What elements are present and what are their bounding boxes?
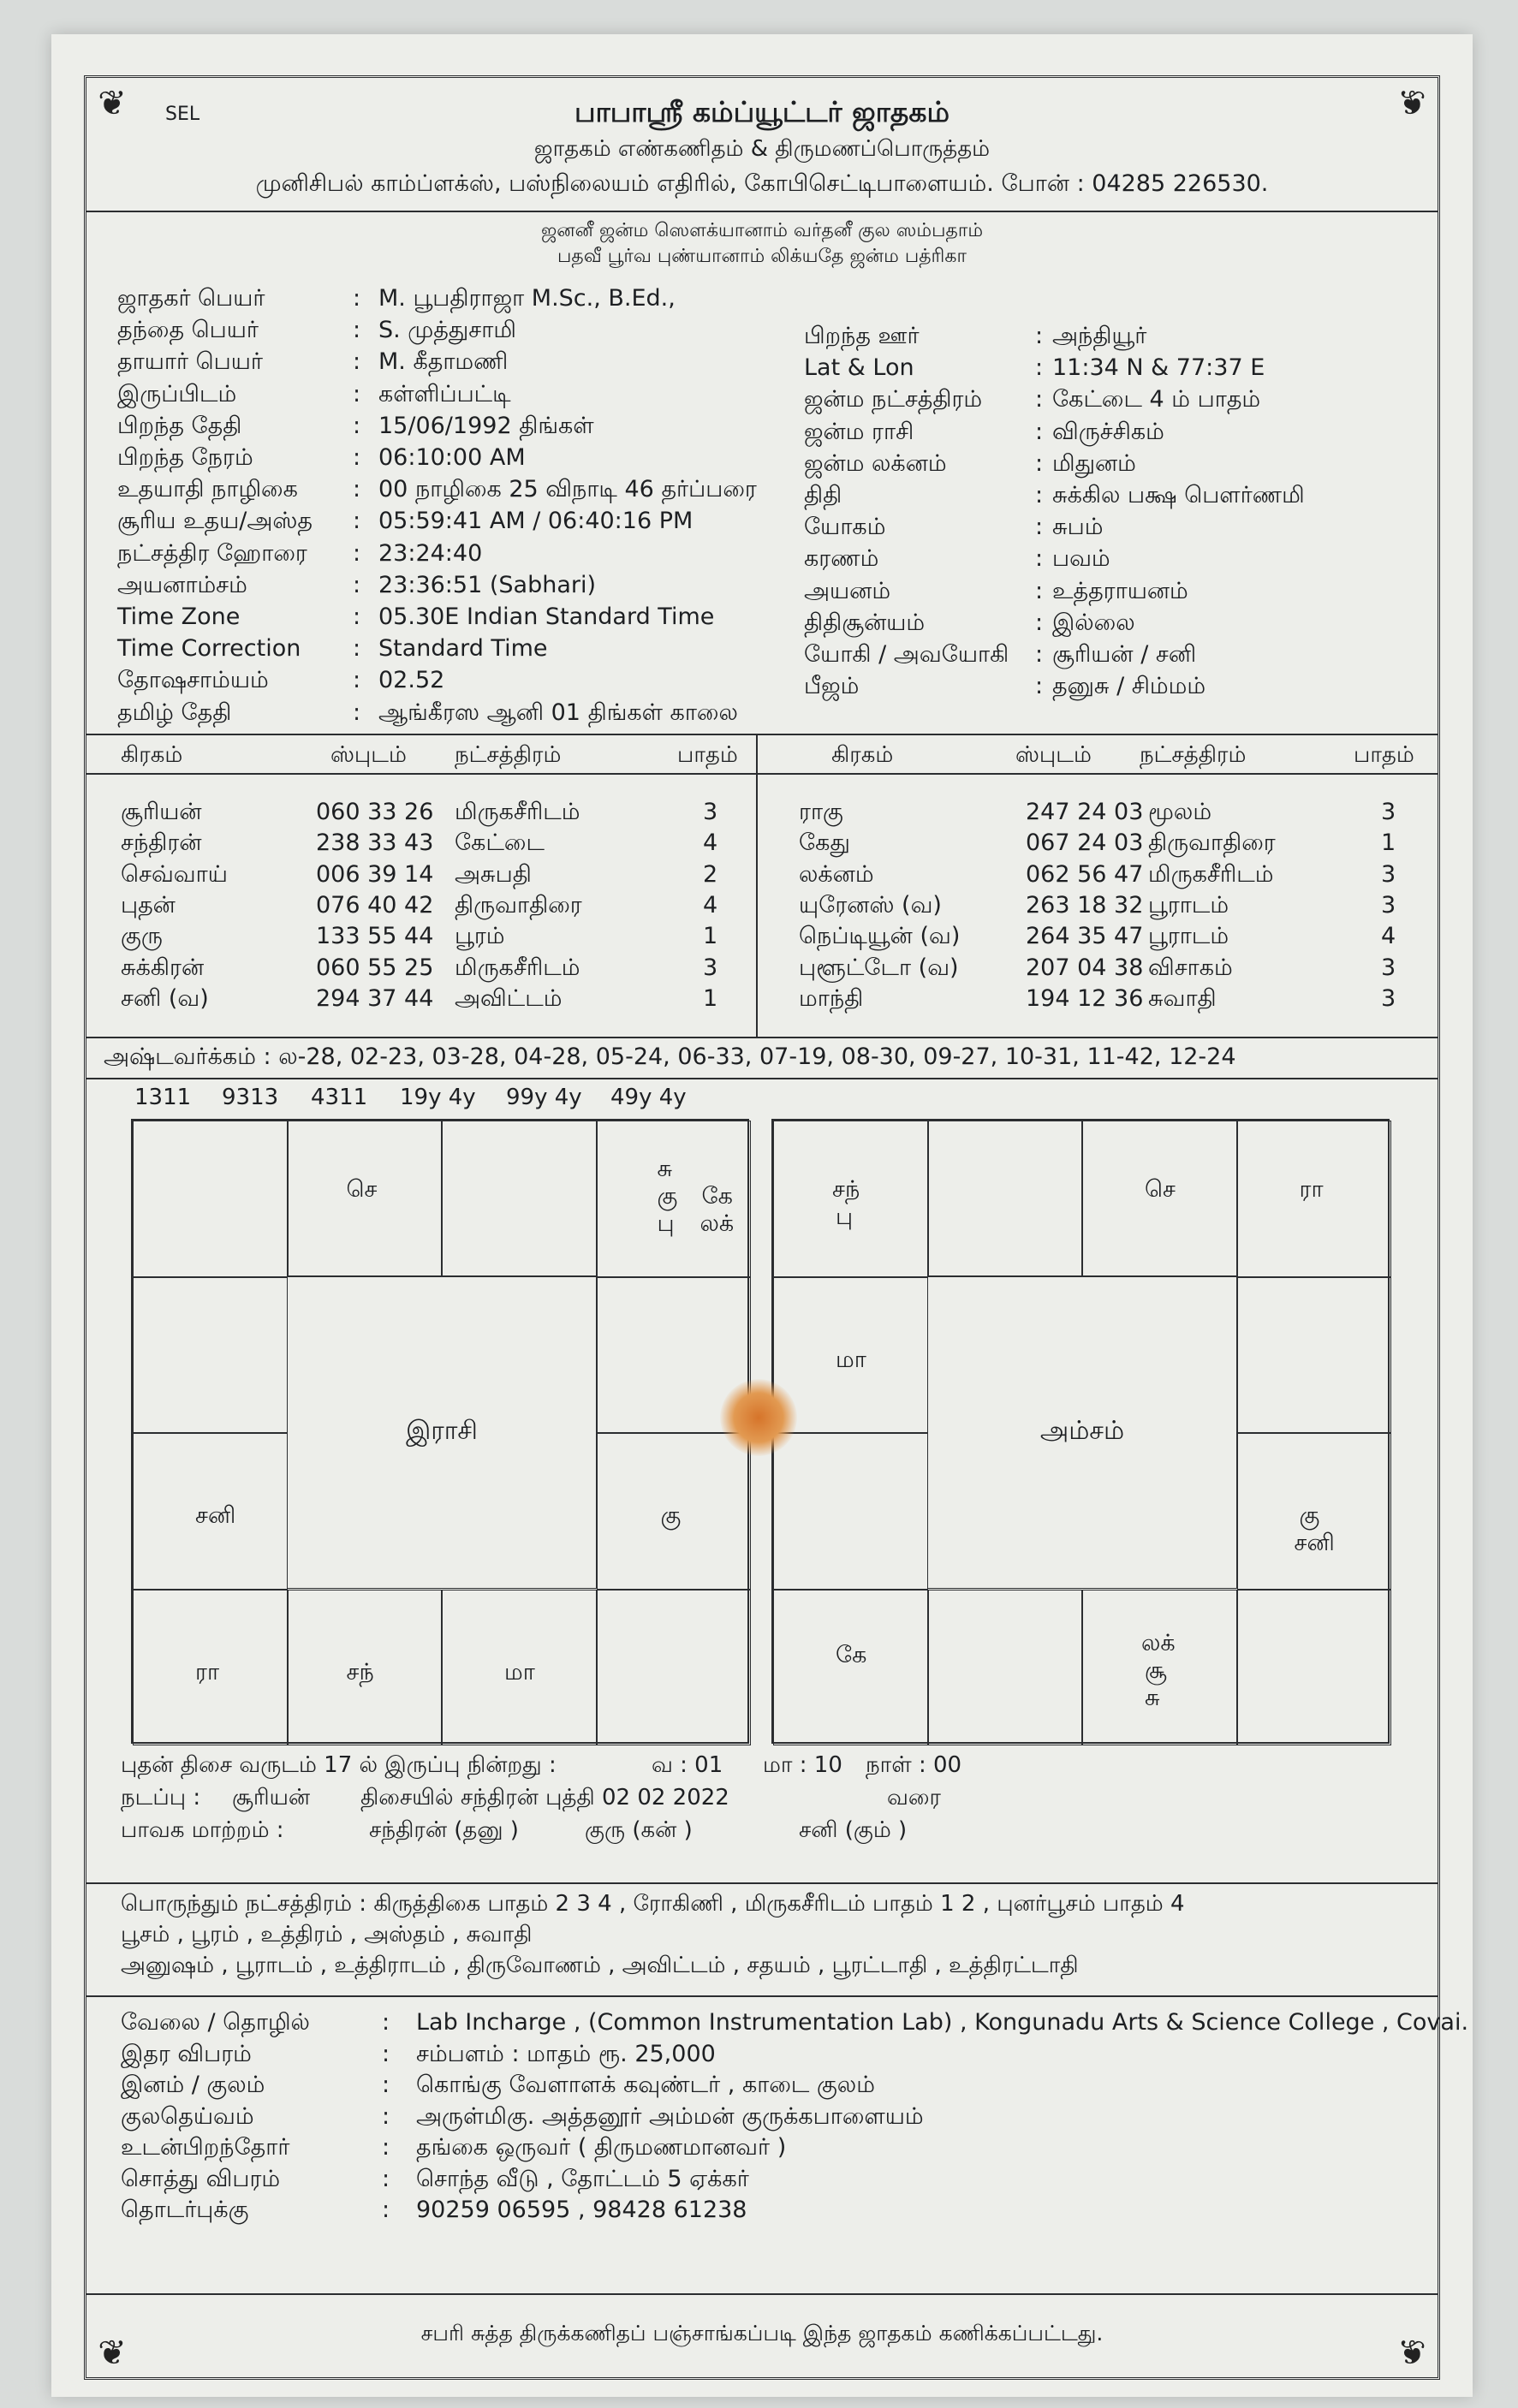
detail-label: அயனம் [804, 577, 891, 604]
table-cell: ராகு [799, 799, 843, 825]
chart-house [288, 1121, 443, 1277]
detail-colon: : [353, 348, 361, 376]
personal-row [121, 2197, 1431, 2226]
table-cell: 4 [703, 891, 718, 919]
table-cell: 3 [1381, 984, 1396, 1012]
detail-colon: : [1035, 323, 1044, 349]
chart-house [1237, 1121, 1392, 1277]
personal-label: இனம் / குலம் [121, 2072, 265, 2098]
detail-value: சுபம் [1052, 514, 1104, 541]
table-divider [756, 734, 758, 1038]
house-planet: மா [504, 1658, 535, 1686]
personal-value: தங்கை ஒருவர் ( திருமணமானவர் ) [416, 2134, 787, 2161]
personal-value: சொந்த வீடு , தோட்டம் 5 ஏக்கர் [416, 2165, 749, 2192]
chart-house [597, 1590, 752, 1746]
house-planet: சு [657, 1156, 673, 1182]
corner-ornament-icon: ❦ [98, 84, 127, 123]
detail-colon: : [353, 285, 361, 312]
detail-colon: : [353, 508, 361, 535]
detail-label: தோஷசாம்யம் [117, 667, 269, 694]
detail-colon: : [353, 412, 361, 439]
divider [86, 1882, 1438, 1884]
chart-house [442, 1121, 597, 1277]
dasa-months: மா : 10 [763, 1752, 842, 1778]
table-cell: செவ்வாய் [121, 860, 228, 888]
detail-row [117, 540, 785, 569]
house-planet: ரா [1299, 1176, 1324, 1203]
table-cell: மூலம் [1148, 799, 1212, 825]
chart-house [442, 1590, 597, 1746]
chart-house [1237, 1277, 1392, 1434]
table-cell: 060 33 26 [316, 799, 434, 825]
chart-house [1082, 1590, 1237, 1746]
detail-colon: : [1035, 545, 1044, 573]
detail-row [117, 317, 785, 346]
house-planet: பு [657, 1210, 675, 1237]
detail-value: ஆங்கீரஸ ஆனி 01 திங்கள் காலை [378, 699, 738, 726]
personal-colon: : [382, 2009, 390, 2036]
detail-value: பவம் [1052, 545, 1110, 573]
personal-value: அருள்மிகு. அத்தனூர் அம்மன் குருக்கபாளையம் [416, 2102, 924, 2130]
table-cell: 076 40 42 [316, 891, 434, 919]
bhava-change-label: பாவக மாற்றம் : [121, 1817, 284, 1843]
current-bhukti-until: வரை [887, 1785, 941, 1810]
table-cell: 207 04 38 [1026, 954, 1144, 981]
table-cell: 194 12 36 [1026, 984, 1144, 1012]
personal-value: சம்பளம் : மாதம் ரூ. 25,000 [416, 2040, 716, 2067]
chart-house [1237, 1433, 1392, 1590]
detail-colon: : [353, 635, 361, 663]
table-cell: பூராடம் [1148, 923, 1229, 950]
detail-row [804, 450, 1438, 479]
detail-colon: : [1035, 418, 1044, 445]
chart-house [133, 1590, 288, 1746]
detail-colon: : [1035, 449, 1044, 477]
house-planet: செ [1145, 1176, 1176, 1203]
personal-label: உடன்பிறந்தோர் [121, 2134, 290, 2161]
current-bhukti: திசையில் சந்திரன் புத்தி 02 02 2022 [360, 1785, 729, 1810]
detail-label: Time Zone [117, 603, 241, 630]
house-planet: சந் [832, 1176, 860, 1203]
table-header: பாதம் [1354, 742, 1414, 768]
header-title: பாபாஸ்ரீ கம்ப்யூட்டர் ஜாதகம் [574, 95, 950, 128]
house-planet: லக் [1141, 1629, 1176, 1656]
current-dasa-planet: சூரியன் [232, 1785, 311, 1810]
personal-label: தொடர்புக்கு [121, 2197, 249, 2223]
house-planet: கே [701, 1183, 733, 1210]
table-cell: திருவாதிரை [455, 891, 582, 919]
table-cell: 060 55 25 [316, 954, 434, 981]
detail-row [804, 514, 1438, 543]
detail-value: 06:10:00 AM [378, 444, 526, 471]
detail-label: திதிசூன்யம் [804, 609, 926, 636]
divider [86, 1995, 1438, 1997]
detail-value: இல்லை [1052, 609, 1135, 636]
table-cell: சனி (வ) [121, 984, 209, 1012]
table-cell: குரு [121, 923, 163, 950]
detail-row [804, 545, 1438, 574]
personal-colon: : [382, 2134, 390, 2161]
table-cell: 3 [1381, 860, 1396, 888]
detail-label: பிறந்த நேரம் [117, 444, 253, 471]
table-header: நட்சத்திரம் [455, 742, 562, 768]
detail-value: M. பூபதிராஜா M.Sc., B.Ed., [378, 285, 676, 312]
table-header: கிரகம் [831, 742, 894, 768]
personal-row [121, 2072, 1431, 2101]
table-cell: புதன் [121, 891, 176, 919]
table-cell: பூரம் [455, 923, 505, 950]
detail-label: நட்சத்திர ஹோரை [117, 539, 307, 567]
table-cell: அவிட்டம் [455, 984, 563, 1012]
detail-label: யோகம் [804, 514, 886, 541]
table-cell: சுக்கிரன் [121, 954, 205, 981]
chart-house [1237, 1590, 1392, 1746]
house-planet: ரா [195, 1658, 220, 1686]
house-planet: செ [346, 1176, 378, 1203]
detail-value: 23:36:51 (Sabhari) [378, 571, 596, 598]
table-cell: 1 [1381, 829, 1396, 857]
table-cell: 1 [703, 984, 718, 1012]
bhava-change-1: சந்திரன் (தனு ) [369, 1817, 519, 1843]
detail-colon: : [1035, 577, 1044, 604]
corner-ornament-icon: ❦ [1397, 2334, 1426, 2373]
number-value: 1311 [134, 1085, 192, 1110]
detail-row [804, 673, 1438, 702]
detail-label: ஜன்ம லக்னம் [804, 449, 947, 477]
detail-row [117, 348, 785, 378]
detail-colon: : [1035, 673, 1044, 700]
personal-row [121, 2134, 1431, 2163]
personal-colon: : [382, 2102, 390, 2130]
detail-colon: : [353, 444, 361, 471]
personal-row [121, 2009, 1469, 2038]
detail-row [804, 578, 1438, 607]
detail-label: தந்தை பெயர் [117, 317, 259, 344]
detail-label: பிறந்த ஊர் [804, 323, 920, 349]
detail-colon: : [1035, 641, 1044, 668]
table-cell: 006 39 14 [316, 860, 434, 888]
table-cell: திருவாதிரை [1148, 829, 1276, 857]
table-cell: 3 [1381, 954, 1396, 981]
horoscope-sheet [51, 34, 1473, 2397]
detail-colon: : [353, 571, 361, 598]
detail-row [117, 476, 785, 505]
detail-value: M. கீதாமணி [378, 348, 509, 376]
chart-house [928, 1590, 1083, 1746]
personal-label: வேலை / தொழில் [121, 2009, 310, 2036]
detail-row [117, 635, 785, 664]
detail-label: தமிழ் தேதி [117, 699, 232, 726]
table-cell: கேட்டை [455, 829, 545, 857]
table-header: கிரகம் [121, 742, 183, 768]
amsam-chart [771, 1119, 1390, 1744]
rasi-chart [131, 1119, 749, 1744]
house-planet: சனி [1294, 1530, 1335, 1556]
verse-line-1: ஜனனீ ஜன்ம ஸௌக்யானாம் வர்தனீ குல ஸம்பதாம் [540, 220, 984, 241]
detail-label: யோகி / அவயோகி [804, 641, 1009, 668]
table-cell: கேது [799, 829, 850, 857]
chart-house [928, 1121, 1083, 1277]
divider [86, 734, 1438, 735]
detail-colon: : [1035, 609, 1044, 636]
detail-colon: : [1035, 482, 1044, 508]
detail-label: ஜன்ம நட்சத்திரம் [804, 386, 983, 413]
detail-colon: : [1035, 514, 1044, 541]
chart-house [133, 1433, 288, 1590]
table-cell: 247 24 03 [1026, 799, 1144, 825]
personal-colon: : [382, 2040, 390, 2067]
bhava-change-3: சனி (கும் ) [799, 1817, 908, 1843]
table-cell: 062 56 47 [1026, 860, 1144, 888]
detail-label: பீஜம் [804, 673, 860, 700]
detail-colon: : [1035, 386, 1044, 413]
detail-value: தனுசு / சிம்மம் [1052, 673, 1206, 700]
detail-value: சூரியன் / சனி [1052, 641, 1197, 668]
table-cell: 3 [703, 954, 718, 981]
number-value: 4311 [311, 1085, 368, 1110]
detail-label: சூரிய உதய/அஸ்த [117, 508, 313, 535]
amsam-center-label: அம்சம் [927, 1275, 1237, 1589]
house-planet: கு [660, 1502, 682, 1529]
table-cell: 238 33 43 [316, 829, 434, 857]
table-cell: மிருகசீரிடம் [455, 799, 580, 825]
detail-row [804, 609, 1438, 639]
detail-value: 23:24:40 [378, 539, 483, 567]
detail-value: விருச்சிகம் [1052, 418, 1164, 445]
header-code: SEL [165, 104, 200, 125]
house-planet: கு [657, 1183, 678, 1210]
rasi-center-label: இராசி [287, 1275, 597, 1589]
table-cell: 067 24 03 [1026, 829, 1144, 857]
detail-value: 05:59:41 AM / 06:40:16 PM [378, 508, 694, 535]
number-value: 99y 4y [506, 1085, 582, 1110]
detail-label: அயனாம்சம் [117, 571, 247, 598]
detail-label: உதயாதி நாழிகை [117, 476, 298, 503]
personal-label: இதர விபரம் [121, 2040, 252, 2067]
detail-row [117, 699, 785, 728]
divider [86, 773, 1438, 775]
detail-value: கள்ளிப்பட்டி [378, 380, 511, 407]
footer-note: சபரி சுத்த திருக்கணிதப் பஞ்சாங்கப்படி இந்த ஜாதகம் கணிக்கப்பட்டது. [420, 2321, 1104, 2346]
detail-label: Time Correction [117, 635, 301, 663]
detail-value: கேட்டை 4 ம் பாதம் [1052, 386, 1261, 413]
number-value: 19y 4y [400, 1085, 476, 1110]
detail-value: S. முத்துசாமி [378, 317, 516, 344]
detail-row [117, 381, 785, 410]
detail-colon: : [353, 699, 361, 726]
matching-stars-3: அனுஷம் , பூராடம் , உத்திராடம் , திருவோணம் , அவிட்டம் , சதயம் , பூரட்டாதி , உத்திரட்டாதி [121, 1953, 1079, 1978]
verse-line-2: பதவீ பூர்வ புண்யானாம் லிக்யதே ஜன்ம பத்ரிகா [557, 246, 967, 267]
detail-colon: : [1035, 354, 1044, 382]
table-cell: புளூட்டோ (வ) [799, 954, 959, 981]
divider [86, 1078, 1438, 1079]
table-header: ஸ்புடம் [1015, 742, 1092, 768]
house-planet: சூ [1145, 1656, 1167, 1684]
table-cell: சுவாதி [1148, 984, 1217, 1012]
detail-label: ஜன்ம ராசி [804, 418, 914, 445]
detail-row [804, 386, 1438, 415]
detail-colon: : [353, 667, 361, 694]
detail-colon: : [353, 603, 361, 630]
house-planet: சந் [346, 1658, 374, 1686]
detail-value: 15/06/1992 திங்கள் [378, 412, 594, 439]
table-cell: மிருகசீரிடம் [1148, 860, 1274, 888]
detail-row [804, 354, 1438, 383]
detail-label: தாயார் பெயர் [117, 348, 264, 376]
chart-house [597, 1433, 752, 1590]
dasa-years: வ : 01 [652, 1752, 723, 1778]
detail-row [804, 482, 1438, 511]
personal-colon: : [382, 2165, 390, 2192]
table-cell: 4 [703, 829, 718, 857]
house-planet: கே [836, 1641, 867, 1668]
detail-label: இருப்பிடம் [117, 380, 237, 407]
detail-colon: : [353, 380, 361, 407]
table-cell: யுரேனஸ் (வ) [799, 891, 942, 919]
detail-row [804, 419, 1438, 448]
personal-colon: : [382, 2197, 390, 2223]
chart-house [288, 1590, 443, 1746]
detail-label: Lat & Lon [804, 354, 914, 382]
ink-stain [720, 1379, 797, 1456]
personal-row [121, 2103, 1431, 2132]
detail-value: சுக்கில பக்ஷ பௌர்ணமி [1052, 482, 1305, 508]
house-planet: சு [1145, 1684, 1160, 1711]
chart-house [597, 1121, 752, 1277]
detail-row [804, 323, 1438, 352]
personal-row [121, 2041, 1431, 2070]
personal-value: 90259 06595 , 98428 61238 [416, 2197, 747, 2223]
personal-colon: : [382, 2072, 390, 2098]
personal-label: சொத்து விபரம் [121, 2165, 281, 2192]
number-value: 49y 4y [610, 1085, 687, 1110]
detail-label: பிறந்த தேதி [117, 412, 242, 439]
divider [86, 211, 1438, 212]
header-subtitle: ஜாதகம் எண்கணிதம் & திருமணப்பொருத்தம் [533, 136, 991, 162]
detail-row [117, 603, 785, 633]
table-cell: லக்னம் [799, 860, 874, 888]
divider [86, 1037, 1438, 1038]
detail-label: ஜாதகர் பெயர் [117, 285, 265, 312]
table-cell: நெப்டியூன் (வ) [799, 923, 961, 950]
detail-row [117, 444, 785, 473]
ashtavarga-line: அஷ்டவர்க்கம் : ல-28, 02-23, 03-28, 04-28, 05-24, 06-33, 07-19, 08-30, 09-27, 10-31, 11-42, 12-24 [104, 1043, 1236, 1070]
table-cell: பூராடம் [1148, 891, 1229, 919]
table-cell: 3 [1381, 891, 1396, 919]
chart-house [773, 1590, 928, 1746]
detail-row [117, 508, 785, 537]
detail-colon: : [353, 317, 361, 344]
divider [86, 2293, 1438, 2295]
detail-row [117, 285, 785, 314]
detail-value: 05.30E Indian Standard Time [378, 603, 715, 630]
personal-value: Lab Incharge , (Common Instrumentation Lab) , Kongunadu Arts & Science College , Covai. [416, 2009, 1469, 2036]
detail-value: 00 நாழிகை 25 விநாடி 46 தர்ப்பரை [378, 476, 757, 503]
detail-row [117, 572, 785, 601]
detail-label: கரணம் [804, 545, 879, 573]
detail-value: அந்தியூர் [1052, 323, 1147, 349]
house-planet: கு [1299, 1502, 1320, 1529]
table-cell: 3 [703, 799, 718, 825]
chart-house [773, 1121, 928, 1277]
detail-row [804, 641, 1438, 670]
dasa-days: நாள் : 00 [866, 1752, 962, 1778]
dasa-balance: புதன் திசை வருடம் 17 ல் இருப்பு நின்றது : [121, 1752, 557, 1778]
chart-house [1082, 1121, 1237, 1277]
house-planet: சனி [195, 1502, 236, 1529]
chart-house [133, 1277, 288, 1434]
table-cell: மாந்தி [799, 984, 864, 1012]
current-dasa-label: நடப்பு : [121, 1785, 201, 1810]
table-cell: மிருகசீரிடம் [455, 954, 580, 981]
table-header: ஸ்புடம் [330, 742, 407, 768]
table-cell: 1 [703, 923, 718, 950]
table-cell: 2 [703, 860, 718, 888]
detail-value: 02.52 [378, 667, 445, 694]
personal-label: குலதெய்வம் [121, 2102, 254, 2130]
table-cell: 4 [1381, 923, 1396, 950]
corner-ornament-icon: ❦ [98, 2334, 127, 2373]
table-cell: சூரியன் [121, 799, 202, 825]
detail-label: திதி [804, 482, 842, 508]
matching-stars-1: பொருந்தும் நட்சத்திரம் : கிருத்திகை பாதம் 2 3 4 , ரோகிணி , மிருகசீரிடம் பாதம் 1 2 , புனர்பூசம் பாதம் 4 [121, 1891, 1185, 1917]
house-planet: லக் [699, 1210, 735, 1237]
detail-value: மிதுனம் [1052, 449, 1136, 477]
table-cell: 294 37 44 [316, 984, 434, 1012]
table-cell: 264 35 47 [1026, 923, 1144, 950]
chart-house [133, 1121, 288, 1277]
table-header: பாதம் [677, 742, 738, 768]
house-planet: பு [836, 1204, 854, 1230]
sheet-border [84, 75, 1469, 2380]
detail-colon: : [353, 539, 361, 567]
number-value: 9313 [222, 1085, 279, 1110]
detail-row [117, 413, 785, 442]
table-cell: அசுபதி [455, 860, 532, 888]
detail-value: Standard Time [378, 635, 548, 663]
matching-stars-2: பூசம் , பூரம் , உத்திரம் , அஸ்தம் , சுவாதி [121, 1922, 533, 1947]
chart-house [773, 1433, 928, 1590]
bhava-change-2: குரு (கன் ) [585, 1817, 693, 1843]
table-cell: விசாகம் [1148, 954, 1233, 981]
detail-row [117, 667, 785, 696]
personal-value: கொங்கு வேளாளக் கவுண்டர் , காடை குலம் [416, 2072, 875, 2098]
corner-ornament-icon: ❦ [1397, 84, 1426, 123]
table-cell: 3 [1381, 799, 1396, 825]
detail-value: உத்தராயனம் [1052, 577, 1188, 604]
table-cell: 133 55 44 [316, 923, 434, 950]
table-header: நட்சத்திரம் [1140, 742, 1247, 768]
table-cell: 263 18 32 [1026, 891, 1144, 919]
house-planet: மா [836, 1346, 866, 1373]
personal-row [121, 2166, 1431, 2195]
detail-colon: : [353, 476, 361, 503]
table-cell: சந்திரன் [121, 829, 202, 857]
detail-value: 11:34 N & 77:37 E [1052, 354, 1265, 382]
header-address: முனிசிபல் காம்ப்ளக்ஸ், பஸ்நிலையம் எதிரில், கோபிசெட்டிபாளையம். போன் : 04285 226530. [255, 170, 1269, 197]
